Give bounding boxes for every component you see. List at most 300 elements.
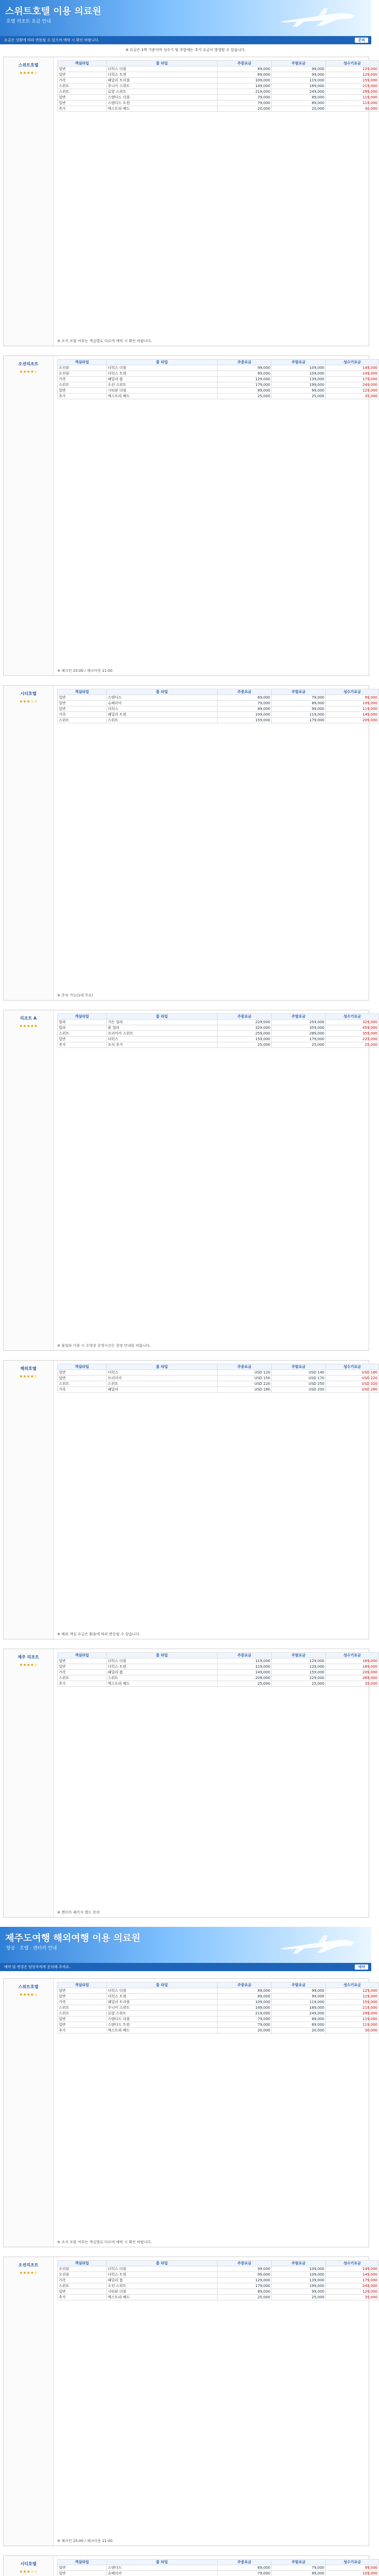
cell-price: 229,000 [326, 1037, 379, 1042]
cell-price: 159,000 [218, 718, 272, 723]
hotel-sidebar [4, 356, 54, 675]
header-type: 객실타입 [58, 1653, 107, 1658]
cell-room: 엑스트라 베드 [107, 106, 218, 112]
hotel-name: 리조트 A [20, 1016, 37, 1021]
cell-price: 89,000 [218, 2289, 272, 2295]
cell-price: 25,000 [218, 1042, 272, 1048]
hotel-sidebar [4, 686, 54, 1000]
hotel-name: 오션리조트 [18, 362, 39, 366]
header-price-3: 성수기요금 [326, 61, 379, 66]
header-price-3: 성수기요금 [326, 1653, 379, 1658]
hotel-stars: ★★★★☆ [19, 369, 38, 374]
header-type: 객실타입 [58, 689, 107, 695]
cell-price: 30,000 [326, 106, 379, 112]
cell-type: 스위트 [58, 83, 107, 89]
header-type: 객실타입 [58, 360, 107, 365]
cell-type: 오션뷰 [58, 365, 107, 371]
cell-price: 89,000 [218, 72, 272, 78]
table-row [58, 72, 379, 78]
cell-price: 99,000 [326, 695, 379, 701]
table-row [58, 1381, 379, 1387]
cell-price: 179,000 [326, 2278, 379, 2283]
top-notice: ※ 요금은 1박 기준이며 성수기 및 주말에는 추가 요금이 발생할 수 있습니다. [125, 48, 246, 52]
table-row [58, 2016, 379, 2022]
cell-type: 스위트 [58, 382, 107, 388]
cell-room: 시티뷰 더블 [107, 2289, 218, 2295]
table-header-row [58, 2261, 379, 2266]
cell-price: 129,000 [326, 388, 379, 394]
header-price-1: 주중요금 [218, 1364, 272, 1370]
airplane-icon [274, 4, 362, 32]
table-row [58, 2289, 379, 2295]
table-row [58, 106, 379, 112]
table-row [58, 365, 379, 371]
table-row [58, 1988, 379, 1994]
cell-price: 139,000 [272, 2278, 326, 2283]
cell-room: 스위트 [107, 1381, 218, 1387]
mid-infobar-pill[interactable]: 예약 [355, 1964, 368, 1970]
top-infobar-text: 요금은 상황에 따라 변동될 수 있으며 예약 시 확인 바랍니다. [4, 38, 100, 42]
cell-price: 119,000 [272, 712, 326, 718]
cell-price: 89,000 [272, 95, 326, 100]
table-row [58, 1675, 379, 1681]
hotel-sidebar [4, 1649, 54, 1917]
table-header-row [58, 2560, 379, 2565]
table-row [58, 2005, 379, 2011]
cell-type: 오션뷰 [58, 371, 107, 377]
cell-price: 119,000 [218, 1658, 272, 1664]
table-row [58, 100, 379, 106]
cell-price: 99,000 [272, 72, 326, 78]
cell-room: 엑스트라 베드 [107, 394, 218, 399]
cell-price: 129,000 [218, 377, 272, 382]
mid-banner [0, 1927, 371, 1963]
cell-price: 149,000 [326, 2266, 379, 2272]
cell-type: 일반 [58, 1988, 107, 1994]
cell-room: 엑스트라 베드 [107, 2295, 218, 2300]
cell-price: 179,000 [218, 2283, 272, 2289]
hotel-section [3, 1010, 377, 1351]
cell-type: 일반 [58, 706, 107, 712]
cell-price: 159,000 [272, 1670, 326, 1675]
cell-price: 89,000 [272, 2571, 326, 2576]
cell-price: 119,000 [326, 2016, 379, 2022]
header-type: 객실타입 [58, 61, 107, 66]
header-type: 객실타입 [58, 1014, 107, 1020]
section-note: ※ 주차 가능(1대 무료) [57, 993, 93, 997]
cell-room: 풀 빌라 [107, 1025, 218, 1031]
cell-type: 일반 [58, 1376, 107, 1381]
cell-room: 로얄 스위트 [107, 89, 218, 95]
hotel-section [3, 2257, 377, 2546]
table-header-row [58, 1982, 379, 1988]
cell-type: 가족 [58, 78, 107, 83]
header-price-1: 주중요금 [218, 61, 272, 66]
cell-room: 슈페리어 [107, 2571, 218, 2576]
cell-price: USD 220 [326, 1376, 379, 1381]
table-row [58, 718, 379, 723]
cell-price: 99,000 [218, 2272, 272, 2278]
airplane-icon [274, 1931, 362, 1959]
top-banner-subtitle: 호텔 리조트 요금 안내 [6, 19, 51, 24]
table-row [58, 1376, 379, 1381]
cell-room: 조식 추가 [107, 1042, 218, 1048]
cell-room: 스위트 [107, 1675, 218, 1681]
cell-room: 디럭스 더블 [107, 66, 218, 72]
cell-room: 가든 빌라 [107, 1020, 218, 1025]
cell-type: 일반 [58, 1658, 107, 1664]
cell-price: 149,000 [326, 365, 379, 371]
cell-room: 패밀리 트리플 [107, 1999, 218, 2005]
cell-type: 스위트 [58, 1381, 107, 1387]
cell-price: 89,000 [218, 1994, 272, 1999]
cell-price: 259,000 [218, 1031, 272, 1037]
table-row [58, 1031, 379, 1037]
cell-price: 129,000 [326, 1994, 379, 1999]
table-header-row [58, 61, 379, 66]
table-row [58, 706, 379, 712]
cell-room: 디럭스 더블 [107, 2266, 218, 2272]
hotel-section [3, 1649, 377, 1918]
cell-type: 오션뷰 [58, 2272, 107, 2278]
cell-price: 79,000 [272, 695, 326, 701]
cell-type: 일반 [58, 701, 107, 706]
top-infobar-pill[interactable]: 문의 [355, 38, 368, 43]
price-table [57, 2260, 379, 2300]
header-type: 객실타입 [58, 2261, 107, 2266]
cell-price: 89,000 [218, 388, 272, 394]
cell-price: 79,000 [218, 95, 272, 100]
cell-price: 20,000 [218, 106, 272, 112]
section-note: ※ 체크인 15:00 / 체크아웃 11:00 [57, 669, 113, 673]
table-header-row [58, 1014, 379, 1020]
cell-price: 89,000 [272, 2022, 326, 2028]
cell-price: 159,000 [326, 1999, 379, 2005]
cell-type: 일반 [58, 2565, 107, 2571]
header-price-2: 주말요금 [272, 2261, 326, 2266]
cell-price: 25,000 [272, 1042, 326, 1048]
cell-price: 179,000 [272, 1037, 326, 1042]
header-price-2: 주말요금 [272, 689, 326, 695]
table-row [58, 371, 379, 377]
table-row [58, 377, 379, 382]
cell-room: 디럭스 트윈 [107, 371, 218, 377]
cell-room: 엑스트라 베드 [107, 1681, 218, 1687]
cell-price: 129,000 [326, 1988, 379, 1994]
cell-type: 가족 [58, 377, 107, 382]
cell-room: 스위트 [107, 718, 218, 723]
cell-type: 일반 [58, 1037, 107, 1042]
cell-price: USD 140 [272, 1370, 326, 1376]
cell-type: 가족 [58, 2278, 107, 2283]
header-room: 룸 타입 [107, 1364, 218, 1370]
cell-type: 스위트 [58, 1675, 107, 1681]
header-price-3: 성수기요금 [326, 360, 379, 365]
cell-price: 20,000 [272, 2028, 326, 2033]
hotel-stars: ★★★★★ [19, 1024, 38, 1028]
table-row [58, 95, 379, 100]
hotel-sidebar [4, 1979, 54, 2247]
hotel-stars: ★★★☆☆ [19, 2569, 38, 2574]
cell-price: USD 180 [218, 1387, 272, 1393]
cell-price: 199,000 [272, 382, 326, 388]
header-price-1: 주중요금 [218, 1653, 272, 1658]
cell-price: 89,000 [218, 706, 272, 712]
hotel-sidebar [4, 2556, 54, 2576]
cell-price: 199,000 [272, 2283, 326, 2289]
cell-price: 149,000 [218, 83, 272, 89]
cell-price: 20,000 [272, 106, 326, 112]
header-price-3: 성수기요금 [326, 1982, 379, 1988]
header-room: 룸 타입 [107, 360, 218, 365]
cell-price: 35,000 [326, 1681, 379, 1687]
cell-price: 179,000 [326, 377, 379, 382]
cell-room: 디럭스 [107, 1370, 218, 1376]
table-row [58, 2571, 379, 2576]
cell-type: 일반 [58, 1664, 107, 1670]
table-row [58, 1387, 379, 1393]
cell-room: 시티뷰 더블 [107, 388, 218, 394]
cell-price: 229,000 [272, 1675, 326, 1681]
cell-room: 패밀리 트윈 [107, 712, 218, 718]
header-price-1: 주중요금 [218, 1014, 272, 1020]
table-header-row [58, 1364, 379, 1370]
table-row [58, 1999, 379, 2005]
header-price-2: 주말요금 [272, 61, 326, 66]
cell-room: 스탠다드 더블 [107, 2016, 218, 2022]
cell-price: 329,000 [326, 1020, 379, 1025]
cell-price: 35,000 [326, 2295, 379, 2300]
header-room: 룸 타입 [107, 2560, 218, 2565]
cell-room: 디럭스 트윈 [107, 2272, 218, 2278]
cell-price: 129,000 [218, 2278, 272, 2283]
cell-price: 30,000 [326, 2028, 379, 2033]
mid-infobar-text: 예약 및 변경은 담당자에게 문의해 주세요. [4, 1965, 71, 1969]
price-table [57, 1982, 379, 2033]
cell-price: 129,000 [272, 1658, 326, 1664]
section-note: ※ 체크인 15:00 / 체크아웃 11:00 [57, 2539, 113, 2543]
cell-price: 99,000 [272, 706, 326, 712]
header-price-2: 주말요금 [272, 1982, 326, 1988]
hotel-section [3, 57, 377, 346]
cell-type: 스위트 [58, 89, 107, 95]
table-row [58, 2278, 379, 2283]
header-price-3: 성수기요금 [326, 2261, 379, 2266]
cell-room: 디럭스 트윈 [107, 1994, 218, 1999]
table-row [58, 2565, 379, 2571]
cell-type: 추가 [58, 2028, 107, 2033]
cell-price: 149,000 [326, 712, 379, 718]
cell-price: 109,000 [272, 2272, 326, 2278]
header-price-2: 주말요금 [272, 2560, 326, 2565]
cell-room: 슈페리어 [107, 701, 218, 706]
cell-type: 빌라 [58, 1025, 107, 1031]
cell-price: 79,000 [218, 2022, 272, 2028]
table-row [58, 2295, 379, 2300]
table-row [58, 1370, 379, 1376]
cell-price: 79,000 [272, 2565, 326, 2571]
header-type: 객실타입 [58, 2560, 107, 2565]
section-note: ※ 조식 포함 여부는 객실별로 다르며 예약 시 확인 바랍니다. [57, 2240, 152, 2244]
hotel-section [3, 685, 377, 1001]
cell-type: 가족 [58, 1670, 107, 1675]
cell-room: 디럭스 더블 [107, 1658, 218, 1664]
cell-price: 219,000 [218, 89, 272, 95]
top-banner-title: 스위트호텔 이용 의료원 [5, 6, 102, 17]
hotel-name: 해외호텔 [20, 1366, 37, 1371]
cell-price: 119,000 [272, 78, 326, 83]
cell-room: 패밀리 룸 [107, 1670, 218, 1675]
table-row [58, 2272, 379, 2278]
header-price-1: 주중요금 [218, 1982, 272, 1988]
cell-price: 99,000 [272, 2289, 326, 2295]
hotel-stars: ★★★★☆ [19, 71, 38, 75]
header-price-1: 주중요금 [218, 689, 272, 695]
cell-price: USD 200 [272, 1387, 326, 1393]
cell-price: 129,000 [326, 66, 379, 72]
hotel-name: 오션리조트 [18, 2263, 39, 2267]
table-header-row [58, 1653, 379, 1658]
cell-room: 스탠다드 [107, 2565, 218, 2571]
cell-type: 일반 [58, 100, 107, 106]
table-row [58, 1025, 379, 1031]
cell-price: 89,000 [218, 66, 272, 72]
cell-type: 일반 [58, 695, 107, 701]
cell-type: 일반 [58, 2022, 107, 2028]
cell-price: 99,000 [218, 365, 272, 371]
section-note: ※ 해외 객실 요금은 환율에 따라 변동될 수 있습니다. [57, 1632, 141, 1636]
cell-price: 249,000 [272, 2011, 326, 2016]
cell-room: 패밀리 트리플 [107, 78, 218, 83]
table-row [58, 388, 379, 394]
cell-type: 스위트 [58, 718, 107, 723]
table-header-row [58, 360, 379, 365]
cell-room: 주니어 스위트 [107, 2005, 218, 2011]
header-price-1: 주중요금 [218, 2261, 272, 2266]
hotel-stars: ★★★☆☆ [19, 699, 38, 704]
cell-price: 249,000 [272, 89, 326, 95]
table-row [58, 1994, 379, 1999]
cell-room: 디럭스 [107, 706, 218, 712]
header-price-1: 주중요금 [218, 2560, 272, 2565]
cell-price: 119,000 [326, 95, 379, 100]
cell-type: 스위트 [58, 2283, 107, 2289]
hotel-sidebar [4, 2257, 54, 2546]
table-header-row [58, 689, 379, 695]
table-row [58, 1020, 379, 1025]
cell-price: 79,000 [218, 701, 272, 706]
cell-price: 79,000 [218, 2016, 272, 2022]
cell-price: 259,000 [272, 1020, 326, 1025]
header-price-2: 주말요금 [272, 1014, 326, 1020]
section-note: ※ 조식 포함 여부는 객실별로 다르며 예약 시 확인 바랍니다. [57, 339, 152, 343]
cell-price: 99,000 [272, 1994, 326, 1999]
cell-price: 249,000 [326, 382, 379, 388]
cell-type: 빌라 [58, 1020, 107, 1025]
cell-price: USD 260 [326, 1387, 379, 1393]
table-row [58, 1042, 379, 1048]
cell-price: 25,000 [272, 1681, 326, 1687]
header-price-2: 주말요금 [272, 1364, 326, 1370]
cell-price: 89,000 [218, 1988, 272, 1994]
header-price-3: 성수기요금 [326, 2560, 379, 2565]
cell-type: 일반 [58, 1370, 107, 1376]
hotel-section [3, 1978, 377, 2247]
cell-price: 25,000 [218, 1681, 272, 1687]
cell-room: 디럭스 더블 [107, 1988, 218, 1994]
cell-price: 179,000 [218, 382, 272, 388]
cell-type: 오션뷰 [58, 2266, 107, 2272]
table-row [58, 2028, 379, 2033]
cell-price: 149,000 [218, 2005, 272, 2011]
cell-price: 179,000 [272, 718, 326, 723]
cell-price: 159,000 [326, 78, 379, 83]
cell-type: 추가 [58, 1681, 107, 1687]
cell-type: 일반 [58, 1994, 107, 1999]
hotel-section [3, 2555, 377, 2576]
mid-infobar [0, 1963, 371, 1971]
cell-room: 주니어 스위트 [107, 83, 218, 89]
hotel-name: 스위트호텔 [18, 1985, 39, 1989]
cell-price: 109,000 [272, 365, 326, 371]
header-price-3: 성수기요금 [326, 689, 379, 695]
cell-price: 459,000 [326, 1025, 379, 1031]
cell-type: 추가 [58, 1042, 107, 1048]
cell-price: 69,000 [218, 695, 272, 701]
table-row [58, 695, 379, 701]
cell-room: 스탠다드 [107, 695, 218, 701]
table-row [58, 712, 379, 718]
cell-price: 89,000 [272, 100, 326, 106]
cell-type: 가족 [58, 1387, 107, 1393]
cell-price: 109,000 [326, 2571, 379, 2576]
price-table [57, 1013, 379, 1048]
cell-type: 스위트 [58, 2005, 107, 2011]
cell-price: 89,000 [272, 2016, 326, 2022]
cell-price: 219,000 [326, 83, 379, 89]
cell-price: 25,000 [272, 394, 326, 399]
section-note: ※ 풀빌라 이용 시 수영장 운영시간은 현장 안내를 따릅니다. [57, 1344, 151, 1348]
cell-price: 169,000 [272, 83, 326, 89]
cell-type: 일반 [58, 72, 107, 78]
cell-type: 추가 [58, 106, 107, 112]
hotel-name: 시티호텔 [20, 2562, 37, 2566]
table-row [58, 83, 379, 89]
header-type: 객실타입 [58, 1364, 107, 1370]
table-row [58, 78, 379, 83]
cell-price: USD 180 [326, 1370, 379, 1376]
cell-room: 오션 스위트 [107, 2283, 218, 2289]
cell-price: 359,000 [272, 1025, 326, 1031]
cell-price: 229,000 [218, 1020, 272, 1025]
cell-price: USD 250 [272, 1381, 326, 1387]
cell-room: 스탠다드 트윈 [107, 2022, 218, 2028]
header-room: 룸 타입 [107, 1982, 218, 1988]
cell-price: 149,000 [326, 2272, 379, 2278]
cell-price: 109,000 [218, 712, 272, 718]
cell-type: 추가 [58, 2295, 107, 2300]
cell-price: 119,000 [272, 1999, 326, 2005]
cell-price: 20,000 [218, 2028, 272, 2033]
header-price-2: 주말요금 [272, 360, 326, 365]
cell-price: 289,000 [326, 1675, 379, 1681]
cell-price: USD 220 [218, 1381, 272, 1387]
hotel-sidebar [4, 1361, 54, 1639]
cell-type: 추가 [58, 394, 107, 399]
section-note: ※ 렌터카 패키지 별도 문의 [57, 1910, 100, 1914]
cell-room: 패밀리 룸 [107, 2278, 218, 2283]
cell-type: 일반 [58, 2289, 107, 2295]
